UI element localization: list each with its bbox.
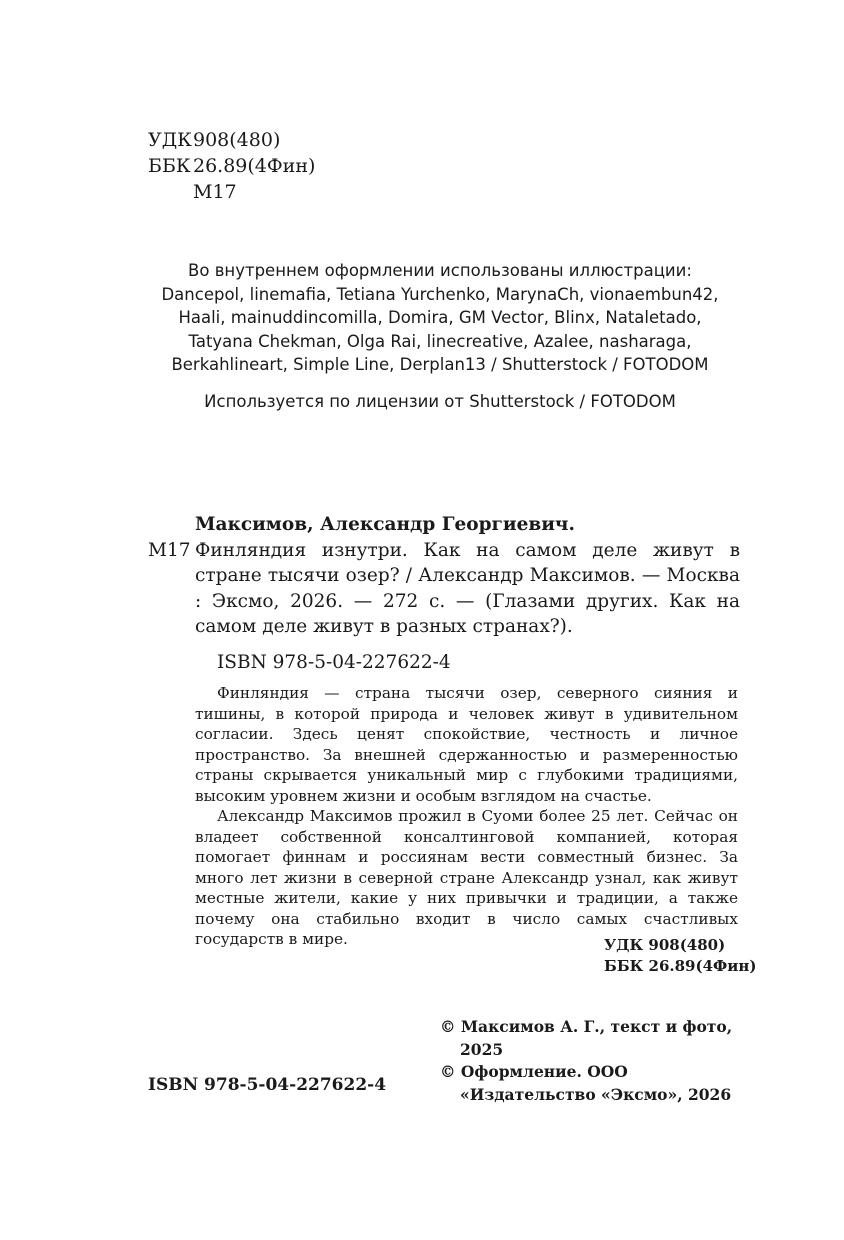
imprint-isbn: ISBN 978-5-04-227622-4 bbox=[148, 1075, 387, 1095]
bibliographic-record bbox=[148, 512, 740, 640]
record-author: Максимов, Александр Георгиевич. bbox=[195, 514, 575, 535]
bbk-label: ББК bbox=[148, 155, 191, 177]
udk-value: 908(480) bbox=[193, 129, 281, 151]
udk-label: УДК bbox=[148, 129, 192, 151]
copyright-text: © Максимов А. Г., текст и фото, 2025 bbox=[440, 1017, 733, 1059]
annotation-paragraph: Финляндия — страна тысячи озер, северного сияния и тишины, в которой природа и человек живут в удивительном согласии. Здесь ценят спокойствие, честность и личное пространство. За внешней сдержанностью и размеренностью страны скрывается уникальный мир с глубокими традициями, высоким уровнем жизни и особым взглядом на счастье. bbox=[195, 684, 738, 805]
author-mark: М17 bbox=[193, 181, 237, 203]
annotation-paragraph: Александр Максимов прожил в Суоми более 25 лет. Сейчас он владеет собственной консалтинговой компанией, которая помогает финнам и россиянам вести совместный бизнес. За много лет жизни в северной стране Александр узнал, как живут местные жители, какие у них привычки и традиции, а также почему она стабильно входит в число самых счастливых государств в мире. bbox=[195, 807, 738, 948]
annotation bbox=[195, 683, 738, 950]
license-note: Используется по лицензии от Shutterstock / FOTODOM bbox=[204, 392, 676, 411]
credits-line: Во внутреннем оформлении использованы иллюстрации: bbox=[188, 261, 692, 280]
udk-right: УДК 908(480) bbox=[604, 936, 726, 954]
credits-line: Tatyana Chekman, Olga Rai, linecreative, Azalee, nasharaga, bbox=[188, 331, 692, 351]
bbk-right: ББК 26.89(4Фин) bbox=[604, 957, 757, 975]
bbk-row bbox=[148, 153, 315, 179]
classification-codes bbox=[148, 127, 315, 205]
credits-line: Berkahlineart, Simple Line, Derplan13 / Shutterstock / FOTODOM bbox=[171, 355, 709, 374]
copyright-design: © Оформление. ООО «Издательство «Эксмо», 2026 bbox=[440, 1062, 732, 1104]
bbk-value: 26.89(4Фин) bbox=[193, 155, 316, 177]
credits-line: Dancepol, linemafia, Tetiana Yurchenko, MarynaCh, vionaembun42, bbox=[161, 284, 719, 304]
classification-right bbox=[604, 935, 756, 977]
copyright-block bbox=[440, 1016, 740, 1106]
record-description: Финляндия изнутри. Как на самом деле живут в стране тысячи озер? / Александр Максимов. — Москва : Эксмо, 2026. — 272 с. — (Глазами других. Как на самом деле живут в разных странах?). bbox=[195, 539, 740, 637]
record-isbn: ISBN 978-5-04-227622-4 bbox=[217, 652, 451, 673]
credits-line: Haali, mainuddincomilla, Domira, GM Vector, Blinx, Nataletado, bbox=[178, 308, 702, 327]
record-entry bbox=[148, 538, 740, 640]
record-code: М17 bbox=[148, 539, 191, 561]
udk-row bbox=[148, 127, 315, 153]
illustration-credits bbox=[140, 259, 740, 377]
